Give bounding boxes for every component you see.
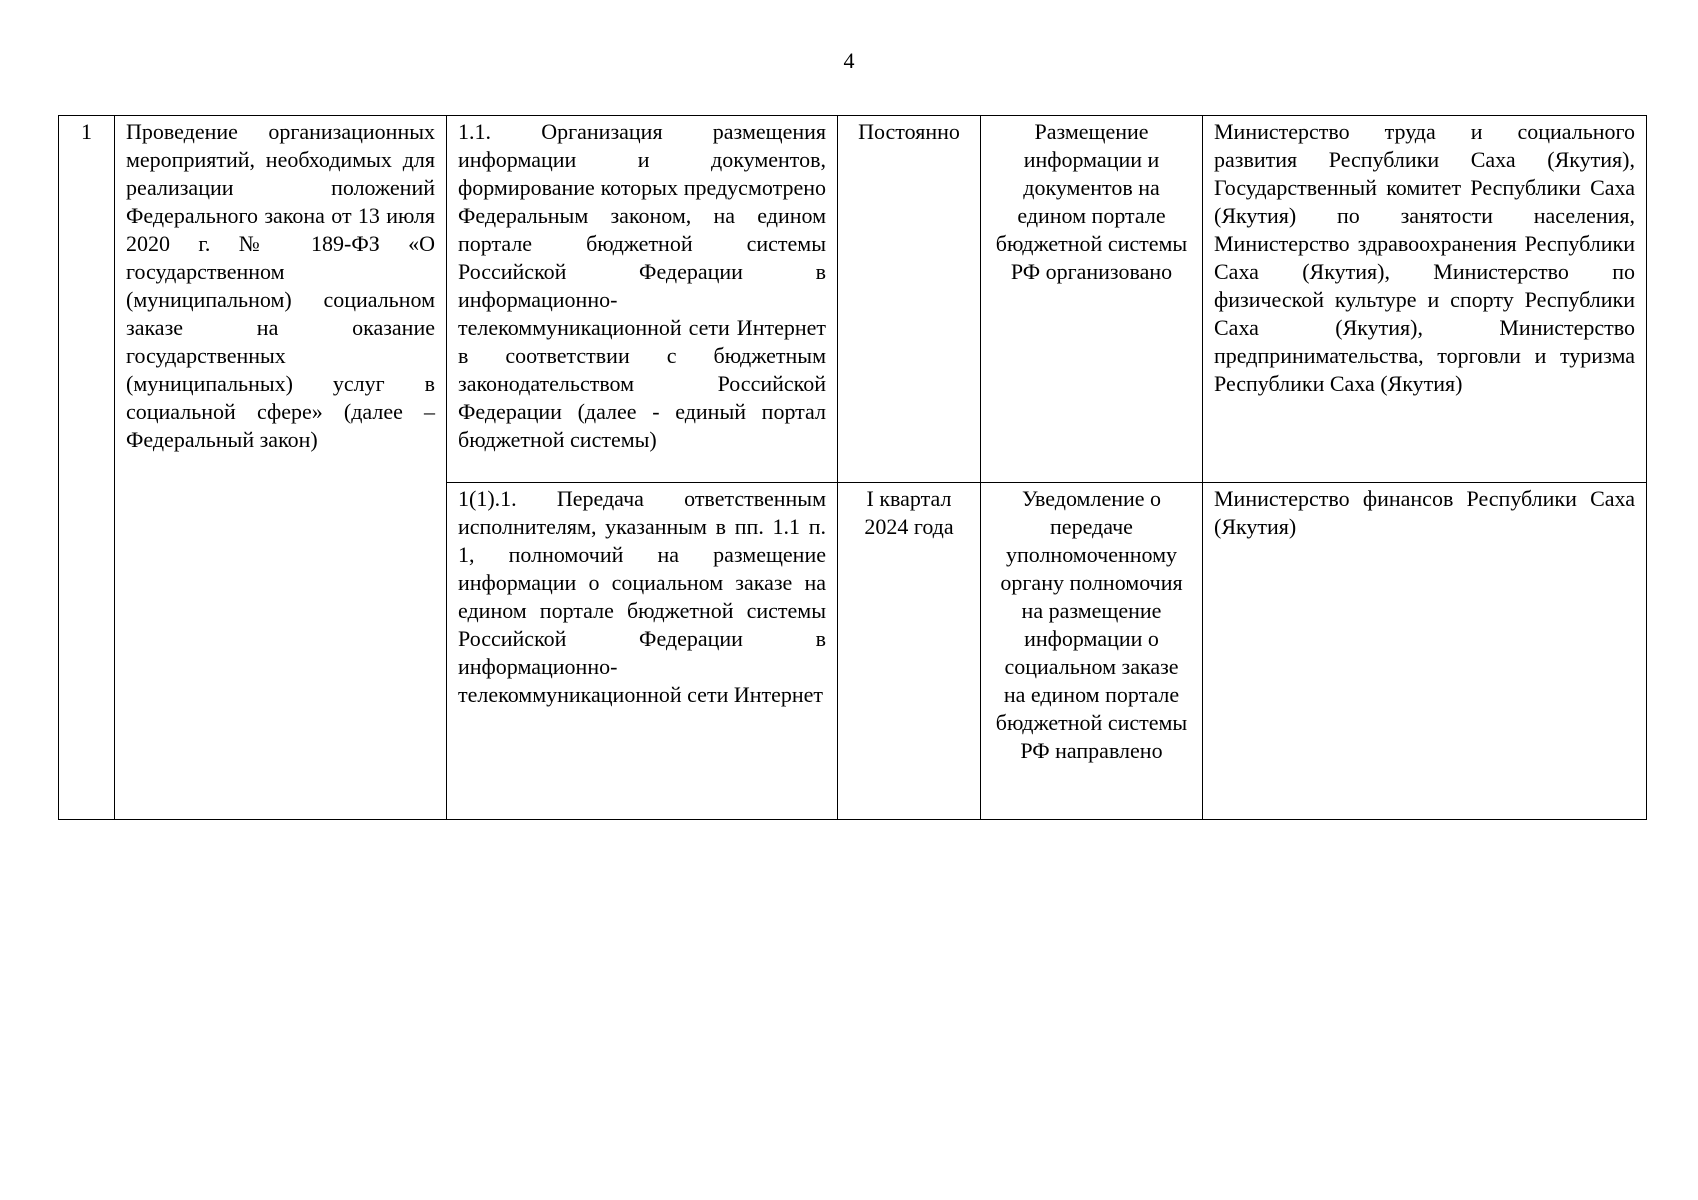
- page-number: 4: [843, 48, 855, 73]
- deadline-cell: Постоянно: [838, 116, 981, 483]
- measures-table: [58, 115, 1647, 820]
- responsible-cell: Министерство труда и социального развития Республики Саха (Якутия), Государственный комитет Республики Саха (Якутия) по занятости населения, Министерство здравоохранения Республики Саха (Якутия), Министерство по физической культуре и спорту Республики Саха (Якутия), Министерство предпринимательства, торговли и туризма Республики Саха (Якутия): [1203, 116, 1647, 483]
- action-cell: 1(1).1. Передача ответственным исполнителям, указанным в пп. 1.1 п. 1, полномочий на размещение информации о социальном заказе на едином портале бюджетной системы Российской Федерации в информационно-телекоммуникационной сети Интернет: [447, 483, 838, 820]
- row-number-cell: 1: [59, 116, 115, 820]
- result-cell: Размещение информации и документов на едином портале бюджетной системы РФ организовано: [981, 116, 1203, 483]
- responsible-cell: Министерство финансов Республики Саха (Якутия): [1203, 483, 1647, 820]
- deadline-cell: I квартал 2024 года: [838, 483, 981, 820]
- measure-cell: Проведение организационных мероприятий, необходимых для реализации положений Федерального закона от 13 июля 2020 г. № 189-ФЗ «О государственном (муниципальном) социальном заказе на оказание государственных (муниципальных) услуг в социальной сфере» (далее – Федеральный закон): [115, 116, 447, 820]
- table-row: [59, 116, 1647, 483]
- result-cell: Уведомление о передаче уполномоченному органу полномочия на размещение информации о социальном заказе на едином портале бюджетной системы РФ направлено: [981, 483, 1203, 820]
- action-cell: 1.1. Организация размещения информации и документов, формирование которых предусмотрено Федеральным законом, на едином портале бюджетной системы Российской Федерации в информационно-телекоммуникационной сети Интернет в соответствии с бюджетным законодательством Российской Федерации (далее - единый портал бюджетной системы): [447, 116, 838, 483]
